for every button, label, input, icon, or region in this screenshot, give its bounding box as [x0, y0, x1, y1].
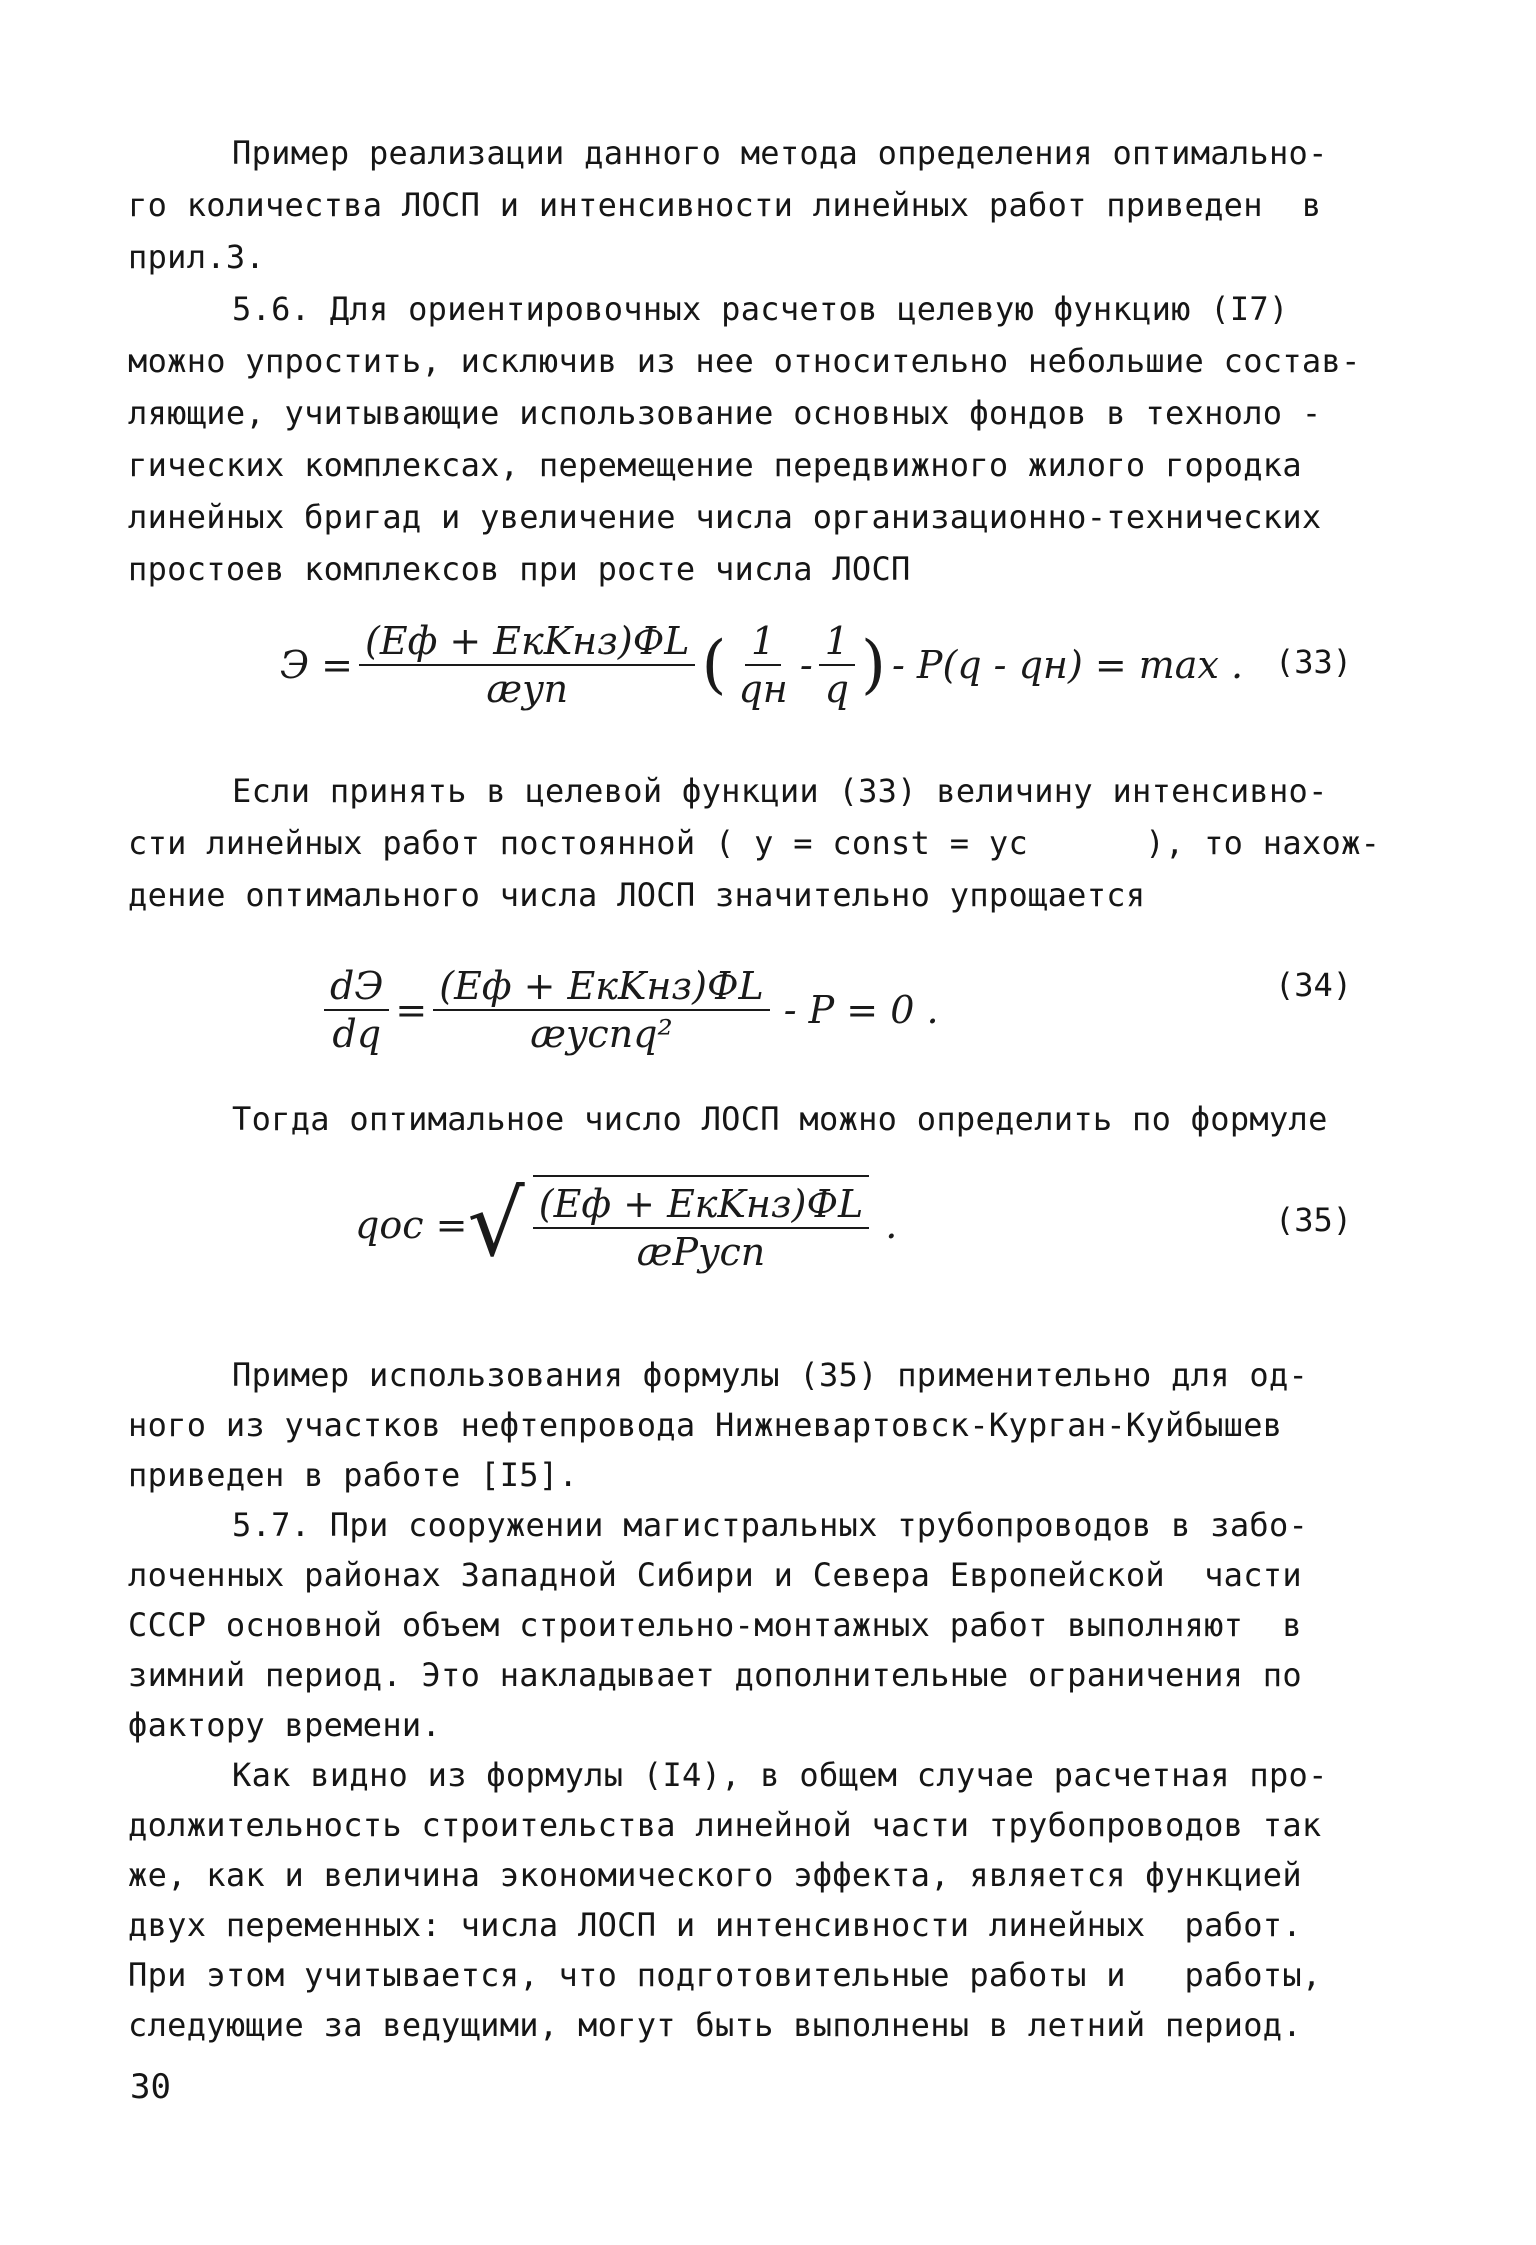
equation-number-35: (35) — [1275, 1201, 1353, 1239]
equation-34 — [318, 945, 939, 1075]
eq35-radicand — [533, 1175, 869, 1275]
eq33-fraction-2 — [819, 618, 855, 712]
text-line: прил.3. — [128, 238, 265, 276]
text-line: фактору времени. — [128, 1706, 442, 1744]
equation-33 — [280, 600, 1243, 730]
eq34-lhs-denominator: dq — [332, 1012, 382, 1056]
eq33-f1-numerator: 1 — [745, 618, 781, 666]
text-line: простоев комплексов при росте числа ЛОСП — [128, 550, 911, 588]
text-line: следующие за ведущими, могут быть выполнены в летний период. — [128, 2006, 1302, 2044]
eq33-minus: - — [799, 643, 813, 687]
text-line: двух переменных: числа ЛОСП и интенсивности линейных работ. — [128, 1906, 1302, 1944]
text-line: Пример использования формулы (35) применительно для од- — [232, 1356, 1309, 1394]
eq35-numerator: (Eф + EкKнз)ФL — [533, 1181, 869, 1229]
text-line: можно упростить, исключив из нее относительно небольшие состав- — [128, 342, 1361, 380]
eq33-f2-numerator: 1 — [819, 618, 855, 666]
text-line: лоченных районах Западной Сибири и Севера Европейской части — [128, 1556, 1302, 1594]
eq33-fraction-1 — [732, 618, 793, 712]
text-line: Пример реализации данного метода определения оптимально- — [232, 134, 1328, 172]
eq33-denominator: æyn — [486, 667, 569, 711]
eq33-f2-denominator: q — [824, 667, 849, 711]
text-line: СССР основной объем строительно-монтажных работ выполняют в — [128, 1606, 1302, 1644]
text-line: ного из участков нефтепровода Нижневартовск-Курган-Куйбышев — [128, 1406, 1283, 1444]
text-line: 5.7. При сооружении магистральных трубопроводов в забо- — [232, 1506, 1309, 1544]
equation-number-33: (33) — [1275, 643, 1353, 681]
eq33-tail: - P(q - qн) = max . — [891, 643, 1244, 687]
text-line: сти линейных работ постоянной ( y = const = yc ), то нахож- — [128, 824, 1381, 862]
text-line: линейных бригад и увеличение числа организационно-технических — [128, 498, 1322, 536]
eq34-equals: = — [395, 988, 428, 1032]
text-line: должительность строительства линейной части трубопроводов так — [128, 1806, 1322, 1844]
text-line: зимний период. Это накладывает дополнительные ограничения по — [128, 1656, 1302, 1694]
eq33-numerator: (Eф + EкKнз)ФL — [359, 618, 695, 666]
text-line: приведен в работе [I5]. — [128, 1456, 579, 1494]
text-line: го количества ЛОСП и интенсивности линейных работ приведен в — [128, 186, 1322, 224]
eq33-main-fraction — [359, 618, 695, 712]
eq34-denominator: æycnq² — [530, 1012, 673, 1056]
text-line: гических комплексах, перемещение передвижного жилого городка — [128, 446, 1302, 484]
text-line: же, как и величина экономического эффекта, является функцией — [128, 1856, 1302, 1894]
text-line: 5.6. Для ориентировочных расчетов целевую функцию (I7) — [232, 290, 1289, 328]
eq33-paren-close: ) — [860, 628, 886, 702]
eq33-lhs: Э = — [280, 643, 353, 687]
eq34-numerator: (Eф + EкKнз)ФL — [433, 963, 769, 1011]
text-line: Если принять в целевой функции (33) величину интенсивно- — [232, 772, 1328, 810]
text-line: При этом учитывается, что подготовительные работы и работы, — [128, 1956, 1322, 1994]
eq34-lhs-numerator: dЭ — [324, 963, 389, 1011]
text-line: Как видно из формулы (I4), в общем случае расчетная про- — [232, 1756, 1328, 1794]
eq35-lhs: qoc = — [355, 1203, 468, 1247]
eq34-main-fraction — [433, 963, 769, 1057]
text-line: ляющие, учитывающие использование основных фондов в техноло - — [128, 394, 1322, 432]
eq34-derivative — [324, 963, 389, 1057]
equation-35 — [355, 1160, 897, 1290]
page-number: 30 — [130, 2067, 171, 2107]
equation-number-34: (34) — [1275, 966, 1353, 1004]
eq35-denominator: æPycn — [636, 1230, 766, 1274]
text-line: дение оптимального числа ЛОСП значительно упрощается — [128, 876, 1146, 914]
eq34-tail: - P = 0 . — [783, 988, 939, 1032]
eq35-tail: . — [885, 1203, 898, 1247]
text-line: Тогда оптимальное число ЛОСП можно определить по формуле — [232, 1100, 1328, 1138]
eq33-paren-open: ( — [701, 628, 727, 702]
square-root-sign: √ — [467, 1172, 525, 1277]
eq33-f1-denominator: qн — [738, 667, 788, 711]
